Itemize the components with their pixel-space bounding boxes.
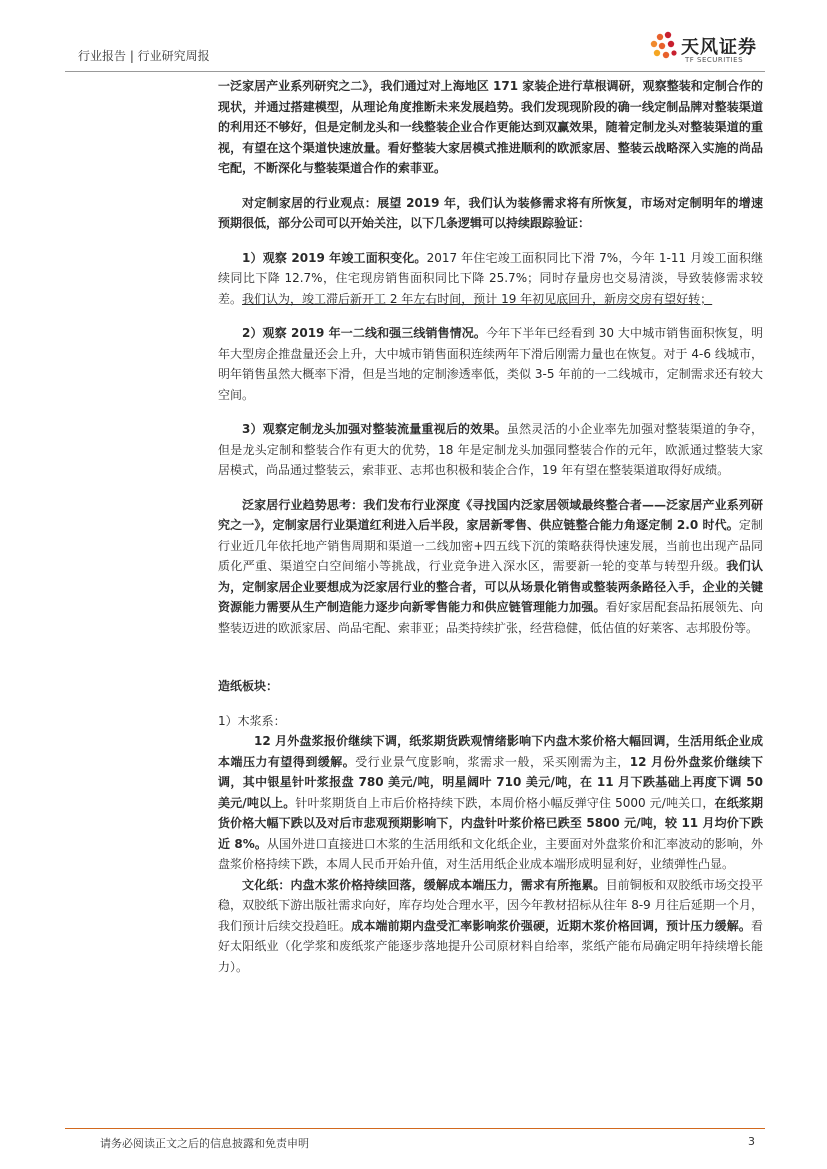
paragraph-pulp-price xyxy=(218,731,763,875)
text: 12 月份外盘浆价继续下调，其中银星针叶浆报盘 780 美元/吨，明星阔叶 710 美元/吨，在 11 月下跌基础上再度下调 50 美元/吨以上。 xyxy=(218,754,763,810)
text: 泛家居行业趋势思考：我们发布行业深度《寻找国内泛家居领域最终整合者——泛家居产业系列研究之一》，定制家居行业渠道红利进入后半段，家居新零售、供应链整合能力角逐定制 2.0 时代。 xyxy=(218,497,763,532)
brand-name-cn: 天风证券 xyxy=(681,37,757,58)
paragraph-point-2 xyxy=(218,323,763,405)
paragraph-trend-thinking xyxy=(218,495,763,639)
text: 我们认为，竣工滞后新开工 2 年左右时间，预计 19 年初见底回升，新房交房有望好转； xyxy=(242,291,713,306)
text: 1）木浆系： xyxy=(218,713,286,728)
footer-divider xyxy=(65,1128,765,1129)
paragraph-culture-paper xyxy=(218,875,763,978)
brand-name-en: TF SECURITIES xyxy=(685,56,744,64)
paragraph-integration-research xyxy=(218,76,763,179)
flower-icon xyxy=(651,32,677,58)
text: 我们认为，定制家居企业要想成为泛家居行业的整合者，可以从场景化销售或整装两条路径入手，企业的关键资源能力需要从生产制造能力逐步向新零售能力和供应链管理能力加强。 xyxy=(218,559,763,614)
disclaimer-text: 请务必阅读正文之后的信息披露和免责申明 xyxy=(100,1137,309,1150)
subheading-wood-pulp xyxy=(218,711,763,732)
paragraph-point-3 xyxy=(218,419,763,481)
text: 2）观察 2019 年一二线和强三线销售情况。 xyxy=(242,326,486,340)
text: 2017 年住宅竣工面积同比下滑 7%，今年 1-11 月竣工面积继续同比下降 12.7%，住宅现房销售面积同比下降 25.7%；同时存量房也交易清淡，导致装修需求较差。 xyxy=(218,250,763,306)
text: 成本端前期内盘受汇率影响浆价强硬，近期木浆价格回调，预计压力缓解。 xyxy=(351,918,751,933)
text: 看好太阳纸业（化学浆和废纸浆产能逐步落地提升公司原材料自给率，浆纸产能布局确定明年持续增长能力）。 xyxy=(218,918,763,974)
text: 一泛家居产业系列研究之二》，我们通过对上海地区 171 家装企进行草根调研，观察整装和定制合作的现状，并通过搭建模型，从理论角度推断未来发展趋势。我们发现现阶段的确一线定制品牌对整装渠道的利用还不够好，但是定制龙头和一线整装企业合作更能达到双赢效果，随着定制龙头对整装渠道的重视，有望在这个渠道快速放量。看好整装大家居模式推进顺利的欧派家居、整装云战略深入实施的尚品宅配，不断深化与整装渠道合作的索菲亚。 xyxy=(218,79,763,175)
text: 造纸板块： xyxy=(218,679,279,693)
text: 针叶浆期货自上市后价格持续下跌，本周价格小幅反弹守住 5000 元/吨关口， xyxy=(295,795,715,810)
paragraph-point-1 xyxy=(218,248,763,310)
section-heading-paper xyxy=(218,676,763,697)
header-divider xyxy=(65,71,765,72)
text: 在纸浆期货价格大幅下跌以及对后市悲观预期影响下，内盘针叶浆价格已跌至 5800 元/吨，较 11 月均价下跌近 8%。 xyxy=(218,795,763,851)
text: 3）观察定制龙头加强对整装流量重视后的效果。 xyxy=(242,422,507,436)
text: 文化纸：内盘木浆价格持续回落，缓解成本端压力，需求有所拖累。 xyxy=(242,877,606,892)
text: 受行业景气度影响，浆需求一般，采买刚需为主， xyxy=(355,754,630,769)
text: 目前铜板和双胶纸市场交投平稳，双胶纸下游出版社需求向好，库存均处合理水平，因今年教材招标从往年 8-9 月往后延期一个月，我们预计后续交投趋旺。 xyxy=(218,877,763,933)
text: 1）观察 2019 年竣工面积变化。 xyxy=(242,250,427,265)
paragraph-industry-view xyxy=(218,193,763,234)
text: 看好家居配套品拓展领先、向整装迈进的欧派家居、尚品宅配、索菲亚； xyxy=(218,600,763,635)
page-number: 3 xyxy=(748,1135,755,1148)
report-body xyxy=(218,76,763,977)
text: 今年下半年已经看到 30 大中城市销售面积恢复，明年大型房企推盘量还会上升，大中城市销售面积连续两年下滑后刚需力量也在恢复。对于 4-6 线城市，明年销售虽然大概率下滑，但是当地的定制渗透率低，类似 3-5 年前的一二线城市，定制需求还有较大空间。 xyxy=(218,326,763,402)
text: 品类持续扩张，经营稳健，低估值的好莱客、志邦股份等。 xyxy=(446,620,759,635)
text: 对定制家居的行业观点：展望 2019 年，我们认为装修需求将有所恢复，市场对定制明年的增速预期很低，部分公司可以开始关注，以下几条逻辑可以持续跟踪验证： xyxy=(218,195,763,230)
text: 虽然灵活的小企业率先加强对整装渠道的争夺，但是龙头定制和整装合作有更大的优势，18 年是定制龙头加强同整装合作的元年，欧派通过整装大家居模式，尚品通过整装云，索菲亚、志邦也积极和装企合作，19 年有望在整装渠道取得好成绩。 xyxy=(218,422,763,477)
text: 从国外进口直接进口木浆的生活用纸和文化纸企业，主要面对外盘浆价和汇率波动的影响，外盘浆价格持续下跌，本周人民币开始升值，对生活用纸企业成本端形成明显利好，业绩弹性凸显。 xyxy=(218,836,763,871)
text: 定制行业近几年依托地产销售周期和渠道一二线加密+四五线下沉的策略获得快速发展，当前也出现产品同质化严重、渠道空白空间缩小等挑战，行业竞争进入深水区，需要新一轮的变革与转型升级。 xyxy=(218,518,763,573)
report-category: 行业报告 | 行业研究周报 xyxy=(78,49,210,63)
text: 12 月外盘浆报价继续下调，纸浆期货跌观情绪影响下内盘木浆价格大幅回调，生活用纸企业成本端压力有望得到缓解。 xyxy=(218,734,763,769)
